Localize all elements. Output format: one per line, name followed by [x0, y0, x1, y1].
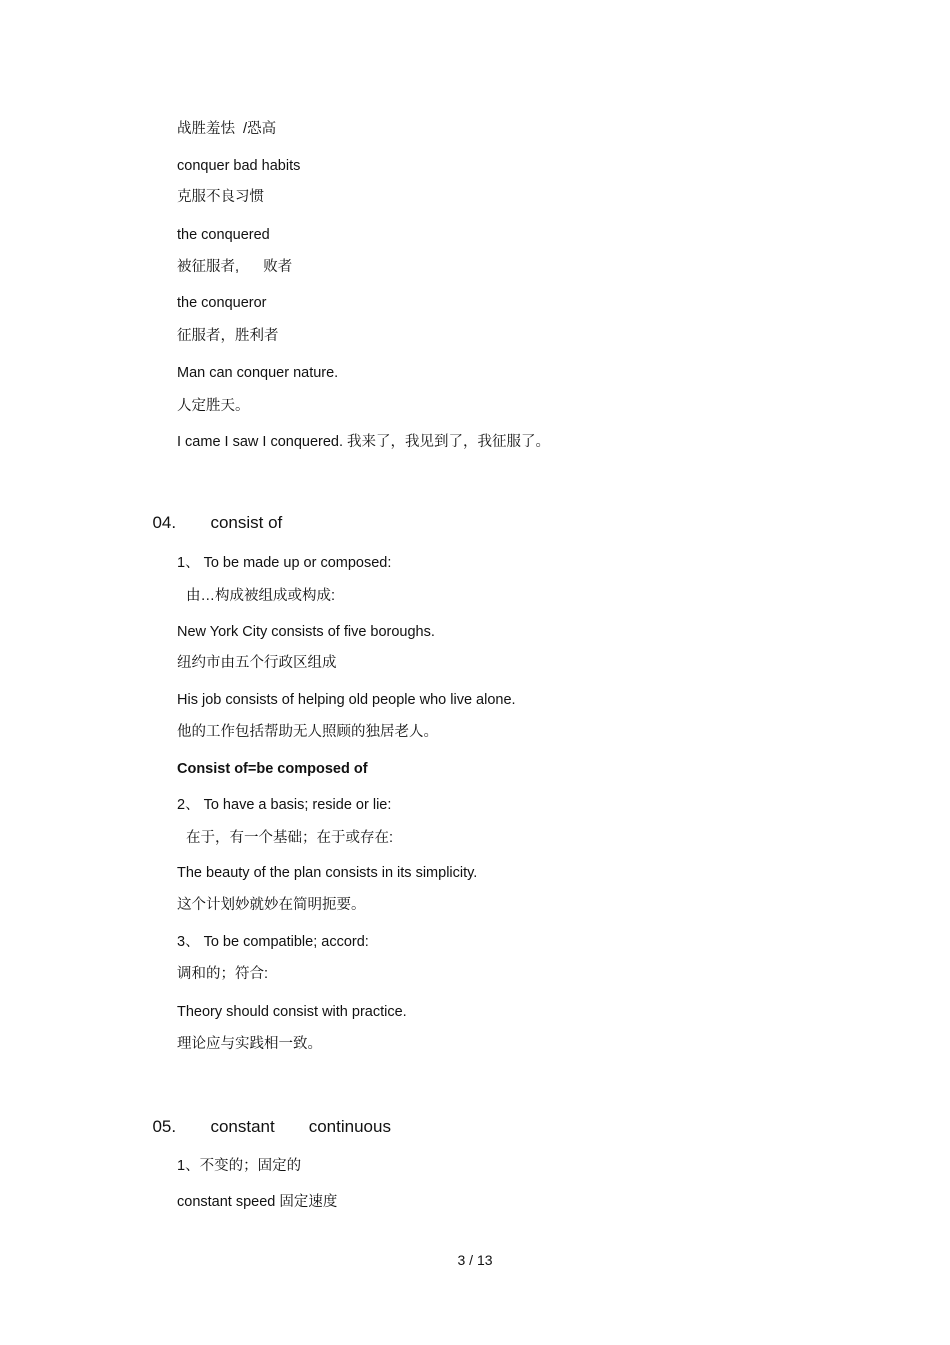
text-line: 战胜羞怯 /恐高 [177, 121, 277, 137]
text-line: 纽约市由五个行政区组成 [177, 655, 337, 671]
text-line: the conqueror [177, 295, 267, 311]
text-line: Man can conquer nature. [177, 365, 339, 381]
text-line: 征服者，胜利者 [177, 328, 279, 344]
note-bold: Consist of=be composed of [177, 761, 368, 777]
text-line: conquer bad habits [177, 158, 301, 174]
definition-line: 3、 To be compatible; accord: [177, 934, 369, 950]
text-line: 在于，有一个基础；在于或存在: [186, 830, 394, 846]
section-title-secondary: continuous [308, 1117, 391, 1136]
text-line: 他的工作包括帮助无人照顾的独居老人。 [177, 724, 438, 740]
text-line: 由…构成被组成或构成: [186, 588, 336, 604]
section-number: 05. [152, 1117, 177, 1136]
text-line: 理论应与实践相一致。 [177, 1036, 322, 1052]
text-line: His job consists of helping old people who live alone. [177, 692, 516, 708]
page-number: 3 / 13 [457, 1252, 493, 1268]
text-line: 克服不良习惯 [177, 189, 264, 205]
text-line: constant speed 固定速度 [177, 1194, 338, 1210]
section-title: constant [210, 1117, 275, 1136]
text-line: the conquered [177, 227, 270, 243]
section-number: 04. [152, 513, 177, 532]
text-line: Theory should consist with practice. [177, 1004, 407, 1020]
text-line: 调和的；符合: [177, 966, 269, 982]
definition-line: 1、 To be made up or composed: [177, 555, 392, 571]
text-line: 被征服者, 败者 [177, 259, 293, 275]
definition-line: 1、不变的；固定的 [177, 1158, 302, 1174]
text-line: 这个计划妙就妙在简明扼要。 [177, 897, 366, 913]
section-heading [143, 490, 282, 534]
text-line: New York City consists of five boroughs. [177, 624, 435, 640]
definition-line: 2、 To have a basis; reside or lie: [177, 797, 392, 813]
text-line: The beauty of the plan consists in its simplicity. [177, 865, 478, 881]
section-heading [143, 1094, 391, 1138]
text-line: 人定胜天。 [177, 398, 250, 414]
section-title: consist of [210, 513, 283, 532]
text-line: I came I saw I conquered. 我来了，我见到了，我征服了。 [177, 434, 551, 450]
